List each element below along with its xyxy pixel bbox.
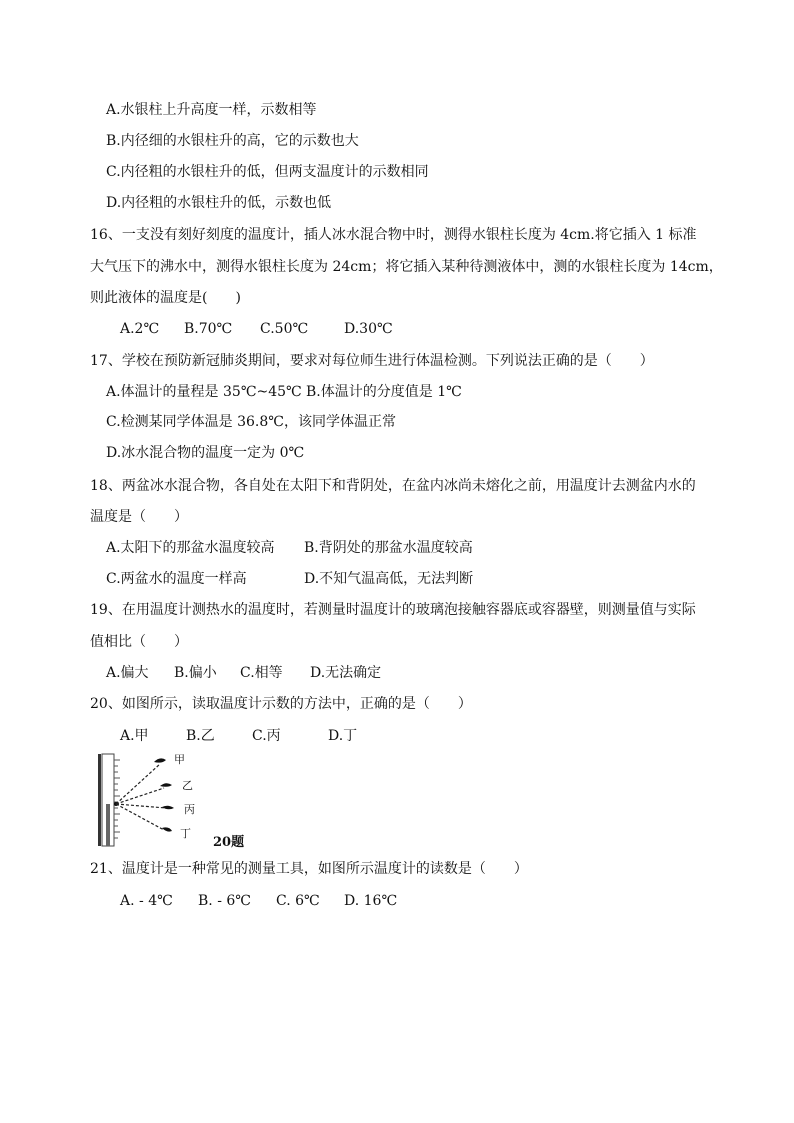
q21-option-b: B. - 6℃ [198,893,251,909]
q17-option-a: A.体温计的量程是 35℃~45℃ [106,384,302,400]
q15-option-b: B.内径细的水银柱升的高，它的示数也大 [106,133,359,149]
q17-option-c: C.检测某同学体温是 36.8℃，该同学体温正常 [106,414,396,430]
q18-options-cd [106,569,473,589]
q21-stem: 21、温度计是一种常见的测量工具，如图所示温度计的读数是（ ） [90,861,528,877]
q17-stem: 17、学校在预防新冠肺炎期间，要求对每位师生进行体温检测。下列说法正确的是（ ） [90,353,654,369]
q17-options-ab [106,382,462,402]
q20-option-c: C.丙 [252,728,281,744]
eye-jia-icon [154,758,166,762]
q16-option-d: D.30℃ [344,321,393,337]
q15-option-c: C.内径粗的水银柱升的低，但两支温度计的示数相同 [106,164,429,180]
q18-option-a: A.太阳下的那盆水温度较高 [106,540,275,556]
figure-caption: 20题 [213,835,245,850]
q16-stem-line2: 大气压下的沸水中，测得水银柱长度为 24cm；将它插入某种待测液体中，测的水银柱长度为 14cm， [90,259,723,275]
q20-option-d: D.丁 [328,728,358,744]
q16-stem-line1: 16、一支没有刻好刻度的温度计，插人冰水混合物中时，测得水银柱长度为 4cm.将它插入 1 标准 [90,227,697,243]
thermometer-scale [114,760,120,838]
q18-stem-line2: 温度是（ ） [90,509,188,525]
q21-option-c: C. 6℃ [276,893,320,909]
q19-stem-line1: 19、在用温度计测热水的温度时，若测量时温度计的玻璃泡接触容器底或容器壁，则测量值与实际 [90,602,696,618]
eye-ding-icon [162,827,172,831]
eye-symbols [154,758,174,831]
q15-option-d: D.内径粗的水银柱升的低，示数也低 [106,195,332,211]
q19-option-a: A.偏大 [106,665,149,681]
q20-options [120,726,357,746]
thermometer-diagram [92,752,232,852]
figure-label-jia: 甲 [174,753,185,766]
q16-option-c: C.50℃ [260,321,309,337]
q20-option-a: A.甲 [120,728,149,744]
q19-option-b: B.偏小 [174,665,217,681]
thermometer-reading-figure [92,752,232,852]
eye-bing-icon [162,806,174,810]
figure-label-ding: 丁 [180,827,191,840]
q20-stem: 20、如图所示，读取温度计示数的方法中，正确的是（ ） [90,696,472,712]
eye-yi-icon [160,783,172,787]
q15-option-a: A.水银柱上升高度一样，示数相等 [106,102,317,118]
q21-options [120,891,397,911]
q16-stem-line3: 则此液体的温度是( ) [90,290,241,306]
figure-label-bing: 丙 [184,803,195,816]
thermometer-outer-wall [98,754,101,846]
q18-options-ab [106,538,473,558]
q20-option-b: B.乙 [186,728,215,744]
q17-option-d: D.冰水混合物的温度一定为 0℃ [106,445,305,461]
q16-option-a: A.2℃ [120,321,160,337]
thermometer-liquid-column [106,804,110,846]
q18-option-d: D.不知气温高低，无法判断 [304,571,474,587]
q21-option-d: D. 16℃ [344,893,398,909]
q17-option-b: B.体温计的分度值是 1℃ [306,384,462,400]
figure-label-yi: 乙 [182,779,193,792]
q19-option-c: C.相等 [240,665,283,681]
q16-options [120,319,393,339]
q21-option-a: A. - 4℃ [120,893,173,909]
q18-stem-line1: 18、两盆冰水混合物，各自处在太阳下和背阴处，在盆内冰尚未熔化之前，用温度计去测盆内水的 [90,478,696,494]
q19-stem-line2: 值相比（ ） [90,634,188,650]
q16-option-b: B.70℃ [184,321,233,337]
sight-lines [116,764,166,830]
q18-option-c: C.两盆水的温度一样高 [106,571,247,587]
q19-option-d: D.无法确定 [310,665,382,681]
q19-options [106,663,381,683]
q18-option-b: B.背阴处的那盆水温度较高 [304,540,473,556]
